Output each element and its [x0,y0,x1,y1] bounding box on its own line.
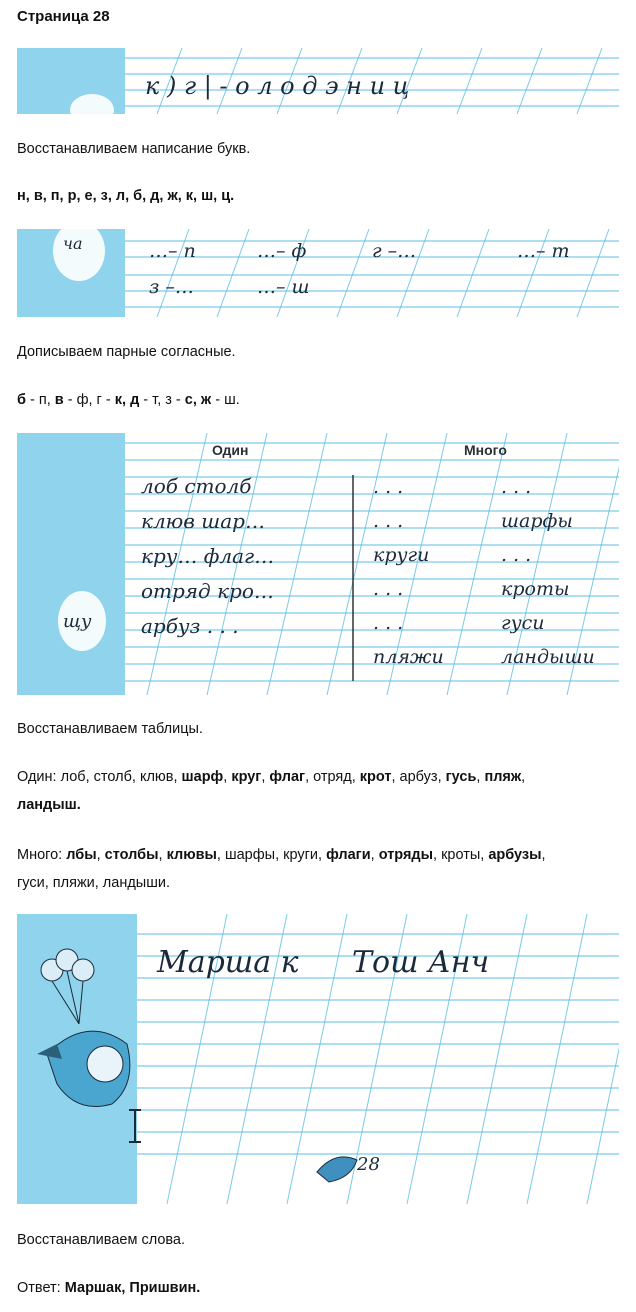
pair-1: …– п [149,240,196,262]
answer-4 [17,1280,200,1296]
answer-fragment: гусь [445,769,477,785]
answer-fragment: - т, з - [139,392,185,408]
table-one-cell: отряд кро… [141,579,274,603]
table-many-cell: ландыши [501,646,595,668]
answer-1: н, в, п, р, е, з, л, б, д, ж, к, ш, ц. [17,188,235,204]
pair-3: г –… [372,240,417,262]
handwriting-letters: к ) г | - о л о д э н и ц [145,72,410,100]
table-one-cell: арбуз . . . [141,614,239,638]
table-many-cell: . . . [373,476,404,498]
balloon-syllable: щу [63,611,92,632]
caption-3: Восстанавливаем таблицы. [17,721,203,737]
answer-fragment: круг [231,769,262,785]
pair-6: …– ш [257,276,310,298]
table-many-cell: гуси [501,612,545,634]
answer-fragment: , [370,847,379,863]
table-many-cell: . . . [373,612,404,634]
answer-fragment: , [476,769,485,785]
answer-fragment: , [158,847,167,863]
table-many-cell: круги [373,544,430,566]
answer-fragment: шарф [181,769,224,785]
answer-fragment: , [223,769,232,785]
answer-fragment: , [521,769,526,785]
pair-5: з –… [149,276,194,298]
table-one-cell: клюв шар… [141,509,265,533]
answer-fragment: , [261,769,270,785]
answer-fragment: пляж [484,769,522,785]
answer-fragment: , [541,847,546,863]
handwritten-word-2: Тош Анч [352,945,490,980]
answer-fragment: к, д [114,392,140,408]
page-title: Страница 28 [17,8,110,25]
table-many-cell: . . . [373,510,404,532]
table-many-cell: . . . [501,476,532,498]
answer-fragment: с, ж [184,392,212,408]
answer-fragment: б [17,392,26,408]
answer-fragment: клювы [166,847,217,863]
answer-fragment: , арбуз, [391,769,446,785]
copybook-image-1 [17,48,619,114]
answer-fragment: - ф, г - [63,392,115,408]
caption-1: Восстанавливаем написание букв. [17,141,251,157]
answer-fragment: флаг [269,769,306,785]
copybook-image-3 [17,433,619,695]
answer-fragment: лоб, столб, клюв, [60,769,182,785]
answer-2 [17,392,240,408]
answer-many-cont [17,875,170,891]
answer-label: Ответ: [17,1280,65,1296]
table-many-cell: шарфы [501,510,573,532]
pair-4: …– т [517,240,570,262]
pair-2: …– ф [257,240,307,262]
copybook-image-2 [17,229,619,317]
answer-value: Маршак, Пришвин. [64,1280,201,1296]
answer-fragment: ландыш. [17,797,81,813]
answer-one-cont [17,797,81,813]
answer-one-label: Один: [17,769,61,785]
header-one: Один [212,442,249,458]
answer-fragment: столбы [104,847,159,863]
copybook-image-4 [17,914,619,1204]
answer-fragment: крот [359,769,392,785]
table-many-cell: пляжи [373,646,444,668]
table-one-cell: кру… флаг… [141,544,275,568]
answer-one [17,769,617,785]
table-many-cell: . . . [501,544,532,566]
answer-fragment: , отряд, [305,769,360,785]
answer-fragment: , шарфы, круги, [216,847,327,863]
answer-fragment: отряды [378,847,434,863]
answer-fragment: , кроты, [433,847,489,863]
table-many-cell: . . . [373,578,404,600]
answer-fragment: флаги [326,847,371,863]
header-many: Много [464,442,507,458]
caption-2: Дописываем парные согласные. [17,344,236,360]
answer-fragment: лбы [66,847,97,863]
answer-fragment: - п, [25,392,55,408]
handwritten-word-1: Марша к [157,945,299,980]
answer-fragment: гуси, пляжи, ландыши. [17,875,170,891]
caption-4: Восстанавливаем слова. [17,1232,186,1248]
table-many-cell: кроты [501,578,570,600]
answer-fragment: арбузы [488,847,542,863]
answer-fragment: в [54,392,64,408]
answer-many [17,847,627,863]
page-number: 28 [357,1154,380,1175]
answer-many-label: Много: [17,847,67,863]
answer-fragment: - ш. [211,392,240,408]
table-one-cell: лоб столб [141,474,252,498]
answer-fragment: , [96,847,105,863]
balloon-syllable: ча [63,234,83,253]
